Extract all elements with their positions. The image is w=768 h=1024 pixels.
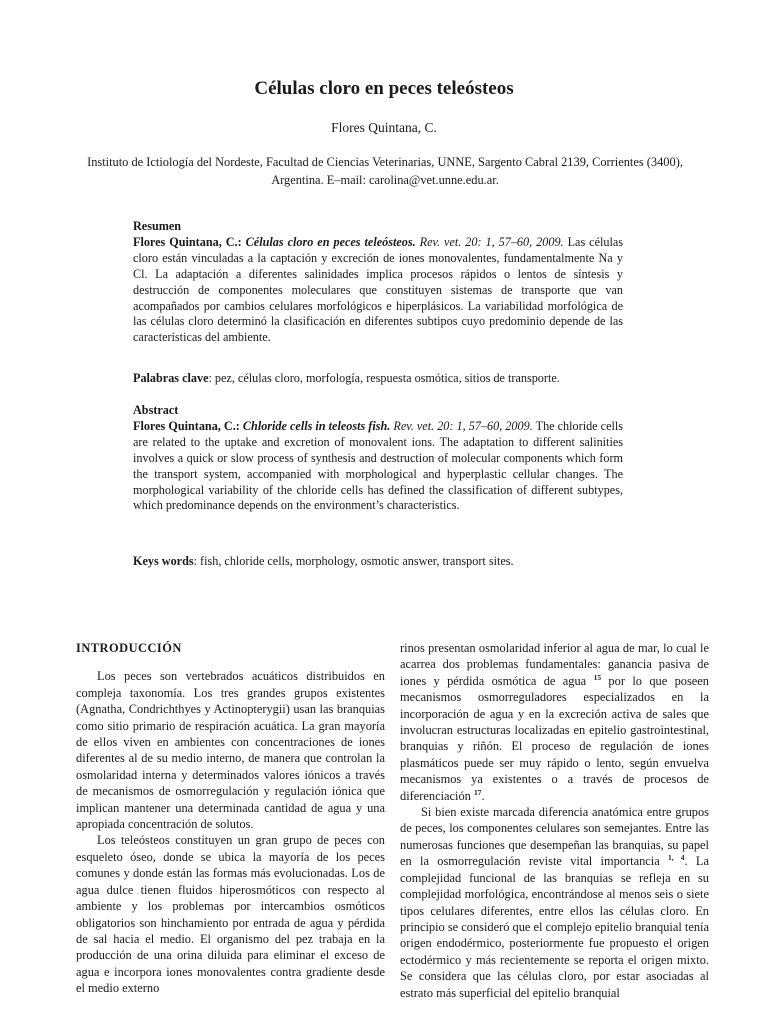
keywords (133, 554, 623, 570)
resumen-heading: Resumen (133, 219, 182, 233)
intro-paragraph-3 (400, 640, 709, 804)
author-line: Flores Quintana, C. (331, 120, 437, 135)
citation-ref: 1, 4 (668, 853, 685, 863)
keywords-label: Keys words (133, 554, 194, 568)
palabras-clave-text: : pez, células cloro, morfología, respuesta osmótica, sitios de transporte. (208, 371, 560, 385)
left-column (76, 640, 385, 997)
keywords-text: : fish, chloride cells, morphology, osmotic answer, transport sites. (193, 554, 514, 568)
abstract-citation-ref: Rev. vet. 20: 1, 57–60, 2009. (393, 418, 533, 433)
paragraph-4-text-b: . La complejidad funcional de las branquias se refleja en su complejidad morfológica, encontrándose al menos seis o siete tipos celulares diferentes, entre ellos las células cloro. En principio se consideró que el complejo epitelio branquial tenía origen endodérmico, posteriormente fue propuesto el origen ectodérmico y más recientemente se reporta el origen mixto. Se considera que las células cloro, por estar asociadas al estrato más superficial del epitelio branquial (400, 854, 709, 1000)
section-heading-introduccion: INTRODUCCIÓN (76, 641, 182, 655)
paper-title: Células cloro en peces teleósteos (254, 78, 514, 99)
abstract-citation-author: Flores Quintana, C.: (133, 418, 240, 433)
resumen-citation-author: Flores Quintana, C.: (133, 234, 242, 249)
palabras-clave-label: Palabras clave (133, 371, 209, 385)
paragraph-4-text-a: Si bien existe marcada diferencia anatómica entre grupos de peces, los componentes celulares son semejantes. Entre las numerosas funciones que desempeñan las branquias, su papel en la osmorregulación reviste vital importancia (400, 805, 709, 869)
intro-paragraph-4 (400, 804, 709, 1001)
abstract-heading: Abstract (133, 403, 179, 417)
palabras-clave (133, 371, 623, 387)
paragraph-3-text-c: . (481, 788, 485, 803)
resumen-citation-title: Células cloro en peces teleósteos. (245, 234, 416, 249)
paragraph-3-text-a: rinos presentan osmolaridad inferior al agua de mar, lo cual le acarrea dos problemas fundamentales: ganancia pasiva de iones y pérdida osmótica de agua (400, 641, 709, 688)
abstract-text: The chloride cells are related to the uptake and excretion of monovalent ions. The adaptation to different salinities involves a quick or slow process of synthesis and destruction of molecular components which form the transport system, accompanied with morphological and hyperplastic cellular changes. The morphological variability of the chloride cells has defined the classification of different subtypes, which predominance depends on the environment’s characteristics. (133, 418, 623, 513)
abstract-block (133, 403, 623, 514)
citation-ref: 17 (473, 787, 482, 797)
resumen-text: Las células cloro están vinculadas a la captación y excreción de iones monovalentes, fundamentalmente Na y Cl. La adaptación a diferentes salinidades implica procesos rápidos o lentos de síntesis y destrucción de componentes moleculares que constituyen sistemas de transporte que van acompañados por cambios celulares morfológicos e hiperplásicos. La variabilidad morfológica de las células cloro determinó la clasificación en diferentes subtipos cuyo predominio depende de las características del ambiente. (133, 234, 624, 345)
intro-paragraph-2: Los teleósteos constituyen un gran grupo de peces con esqueleto óseo, donde se ubica la mayoría de los peces comunes y donde están las formas más evolucionadas. Los de agua dulce tienen fluidos hiperosmóticos con respecto al ambiente y los problemas por intercambios osmóticos obligatorios son hinchamiento por entrada de agua y pérdida de sal hacia el medio. El organismo del pez trabaja en la producción de una orina diluida para eliminar el exceso de agua e incorpora iones monovalentes contra gradiente desde el medio externo (76, 833, 385, 996)
resumen-block (133, 219, 623, 346)
resumen-citation-ref: Rev. vet. 20: 1, 57–60, 2009. (419, 234, 564, 249)
affiliation: Instituto de Ictiología del Nordeste, Facultad de Ciencias Veterinarias, UNNE, Sargento Cabral 2139, Corrientes (3400), Argentina. E–mail: carolina@vet.unne.edu.ar. (87, 155, 683, 187)
citation-ref: 15 (593, 672, 602, 682)
paragraph-3-text-b: por lo que poseen mecanismos osmorreguladores especializados en la incorporación de agua y en la excreción activa de sales que involucran estructuras localizadas en epitelio gastrointestinal, branquias y riñón. El proceso de regulación de iones plasmáticos puede ser muy rápido o lento, según envuelva mecanismos ya existentes o a través de procesos de diferenciación (400, 673, 709, 803)
intro-paragraph-1: Los peces son vertebrados acuáticos distribuidos en compleja taxonomía. Los tres grandes grupos existentes (Agnatha, Condrichthyes y Actinopterygii) usan las branquias como sitio primario de respiración acuática. La gran mayoría de ellos viven en ambientes con concentraciones de iones diferentes al de su medio interno, de manera que controlan la osmolaridad interna y determinados valores iónicos a través de mecanismos de osmorregulación y regulación iónica que implican mantener una determinada cantidad de agua y una apropiada concentración de solutos. (76, 669, 385, 832)
right-column (400, 640, 709, 1001)
abstract-citation-title: Chloride cells in teleosts fish. (242, 418, 391, 433)
